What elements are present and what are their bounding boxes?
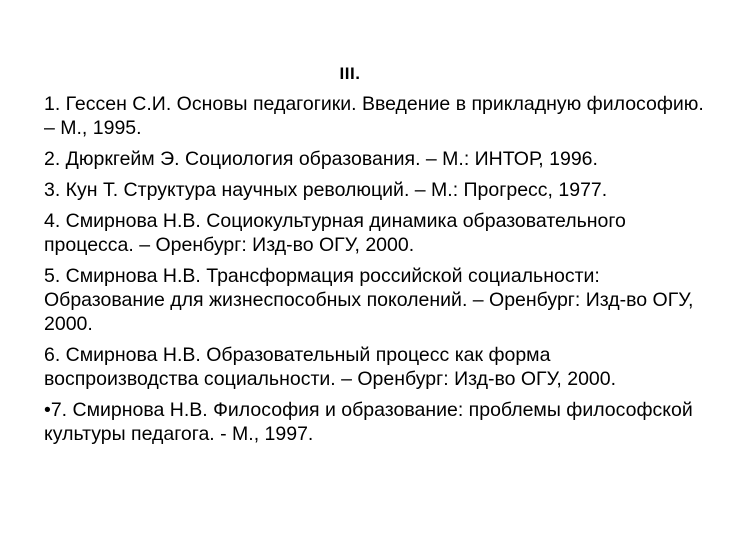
reference-item-1 [44, 92, 704, 140]
reference-text: 6. Смирнова Н.В. Образовательный процесс как форма воспроизводства социальности. – Оренбург: Изд-во ОГУ, 2000. [44, 344, 617, 390]
reference-text: 1. Гессен С.И. Основы педагогики. Введение в прикладную философию. – М., 1995. [44, 93, 704, 139]
reference-text: 5. Смирнова Н.В. Трансформация российской социальности: Образование для жизнеспособных поколений. – Оренбург: Изд-во ОГУ, 2000. [44, 265, 694, 335]
reference-list [44, 92, 704, 453]
reference-item-7 [44, 398, 704, 446]
reference-item-3 [44, 178, 704, 202]
reference-text: 4. Смирнова Н.В. Социокультурная динамика образовательного процесса. – Оренбург: Изд-во ОГУ, 2000. [44, 210, 626, 256]
reference-item-2 [44, 147, 704, 171]
bullet-icon: • [44, 399, 51, 421]
reference-text: 7. Смирнова Н.В. Философия и образование: проблемы философской культуры педагога. - М., 1997. [44, 399, 693, 445]
section-heading: III. [339, 64, 361, 83]
reference-item-4 [44, 209, 704, 257]
reference-text: 3. Кун Т. Структура научных революций. – М.: Прогресс, 1977. [44, 179, 608, 201]
reference-item-6 [44, 343, 704, 391]
reference-item-5 [44, 264, 704, 336]
reference-text: 2. Дюркгейм Э. Социология образования. – М.: ИНТОР, 1996. [44, 148, 598, 170]
